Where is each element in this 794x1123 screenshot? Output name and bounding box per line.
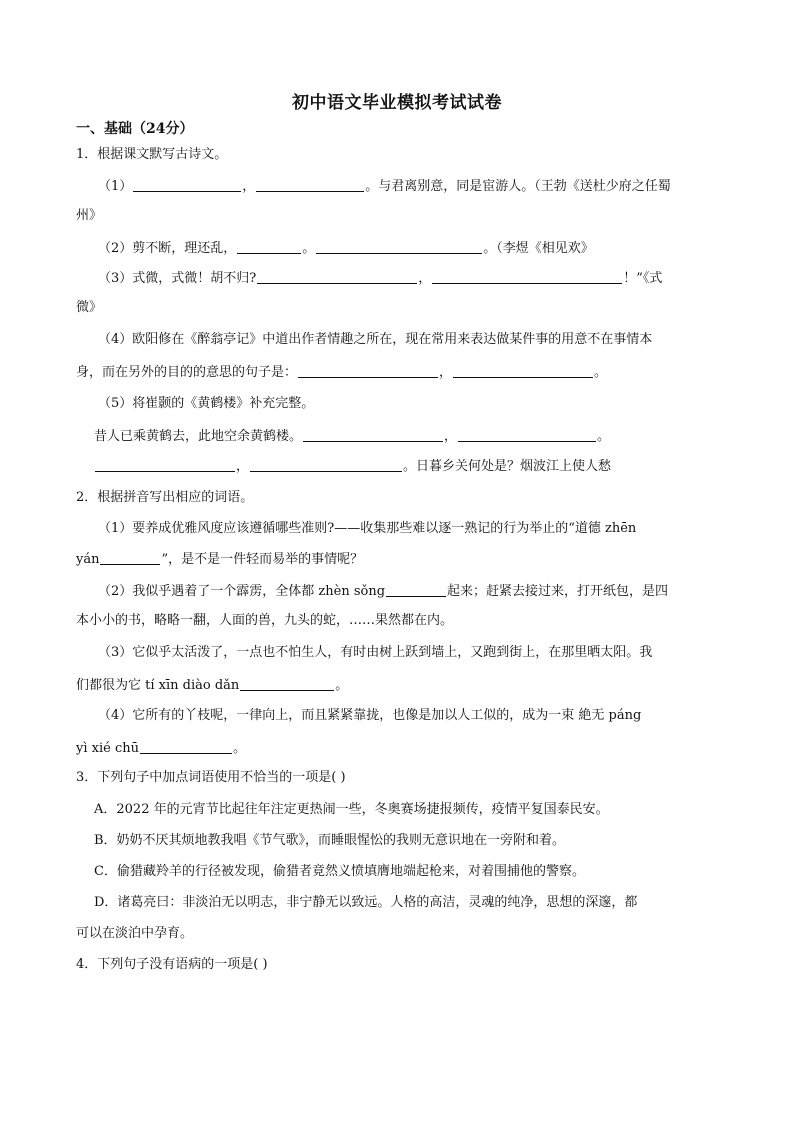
page-title: 初中语文毕业模拟考试试卷 [292, 93, 502, 113]
answer-blank[interactable] [95, 457, 235, 472]
q3-option-c[interactable]: C．偷猎藏羚羊的行径被发现，偷猎者竟然义愤填膺地端起枪来，对着围捕他的警察。 [94, 864, 585, 879]
answer-blank[interactable] [303, 427, 443, 442]
q2-item-3-cont: 们都很为它 tí xīn diào dǎn 。 [76, 678, 349, 693]
question-3-stem: 3．下列句子中加点词语使用不恰当的一项是( ) [76, 770, 346, 785]
answer-blank[interactable] [237, 239, 301, 254]
q1-item-3: （3）式微，式微！胡不归? ， ！”《式 [98, 271, 663, 286]
answer-blank[interactable] [298, 363, 438, 378]
q1-item-5: （5）将崔颢的《黄鹤楼》补充完整。 [98, 396, 315, 411]
section-heading: 一、基础（24分） [76, 121, 194, 137]
answer-blank[interactable] [453, 363, 593, 378]
answer-blank[interactable] [100, 550, 160, 565]
question-4-stem: 4．下列句子没有语病的一项是( ) [76, 957, 268, 972]
answer-blank[interactable] [250, 457, 402, 472]
q1-item-1-cont: 州》 [76, 208, 103, 223]
q1-item-3-cont: 微》 [76, 300, 103, 315]
answer-blank[interactable] [386, 582, 446, 597]
q1-item-4-cont: 身，而在另外的目的的意思的句子是： ， 。 [76, 365, 608, 380]
answer-blank[interactable] [140, 739, 232, 754]
q1-item-5-line-b: ， 。日暮乡关何处是？烟波江上使人愁 [94, 457, 611, 475]
q3-option-d[interactable]: D．诸葛亮曰：非淡泊无以明志，非宁静无以致远。人格的高洁，灵魂的纯净，思想的深邃，都 [94, 895, 638, 910]
answer-blank[interactable] [133, 177, 241, 192]
q2-item-2-cont: 本小小的书，略略一翻，人面的兽，九头的蛇，……果然都在内。 [76, 613, 454, 628]
answer-blank[interactable] [458, 427, 596, 442]
q2-item-2: （2）我似乎遇着了一个霹雳，全体都 zhèn sǒng 起来；赶紧去接过来，打开纸包，是四 [98, 584, 669, 599]
q1-item-1: （1） ， 。与君离别意，同是宦游人。（王勃《送杜少府之任蜀 [98, 179, 671, 194]
q3-option-b[interactable]: B．奶奶不厌其烦地教我唱《节气歌》，而睡眼惺忪的我则无意识地在一旁附和着。 [94, 833, 566, 848]
q1-item-5-line-a: 昔人已乘黄鹤去，此地空余黄鹤楼。 ， 。 [94, 429, 611, 444]
q1-item-4: （4）欧阳修在《醉翁亭记》中道出作者情趣之所在，现在常用来表达做某件事的用意不在事情本 [98, 332, 653, 347]
q2-item-1: （1）要养成优雅风度应该遵循哪些准则?——收集那些难以逐一熟记的行为举止的“道德 zhēn [98, 521, 637, 536]
q3-option-d-cont: 可以在淡泊中孕育。 [76, 926, 194, 941]
question-2-stem: 2．根据拼音写出相应的词语。 [76, 490, 254, 505]
question-1-stem: 1．根据课文默写古诗文。 [76, 147, 228, 162]
q3-option-a[interactable]: A．2022 年的元宵节比起往年注定更热闹一些，冬奥赛场捷报频传，疫情平复国泰民安。 [94, 802, 609, 817]
answer-blank[interactable] [316, 239, 482, 254]
q2-item-3: （3）它似乎太活泼了，一点也不怕生人，有时由树上跃到墙上，又跑到街上，在那里晒太阳。我 [98, 645, 653, 660]
answer-blank[interactable] [432, 269, 622, 284]
answer-blank[interactable] [257, 269, 417, 284]
q1-item-2: （2）剪不断，理还乱， 。 。（李煜《相见欢》 [98, 241, 594, 256]
q2-item-4: （4）它所有的丫枝呢，一律向上，而且紧紧靠拢，也像是加以人工似的，成为一束 絶无 páng [98, 708, 642, 723]
q2-item-1-cont: yán ”，是不是一件轻而易举的事情呢？ [76, 552, 364, 567]
q2-item-4-cont: yì xié chū 。 [76, 741, 246, 756]
answer-blank[interactable] [256, 177, 364, 192]
answer-blank[interactable] [240, 676, 334, 691]
